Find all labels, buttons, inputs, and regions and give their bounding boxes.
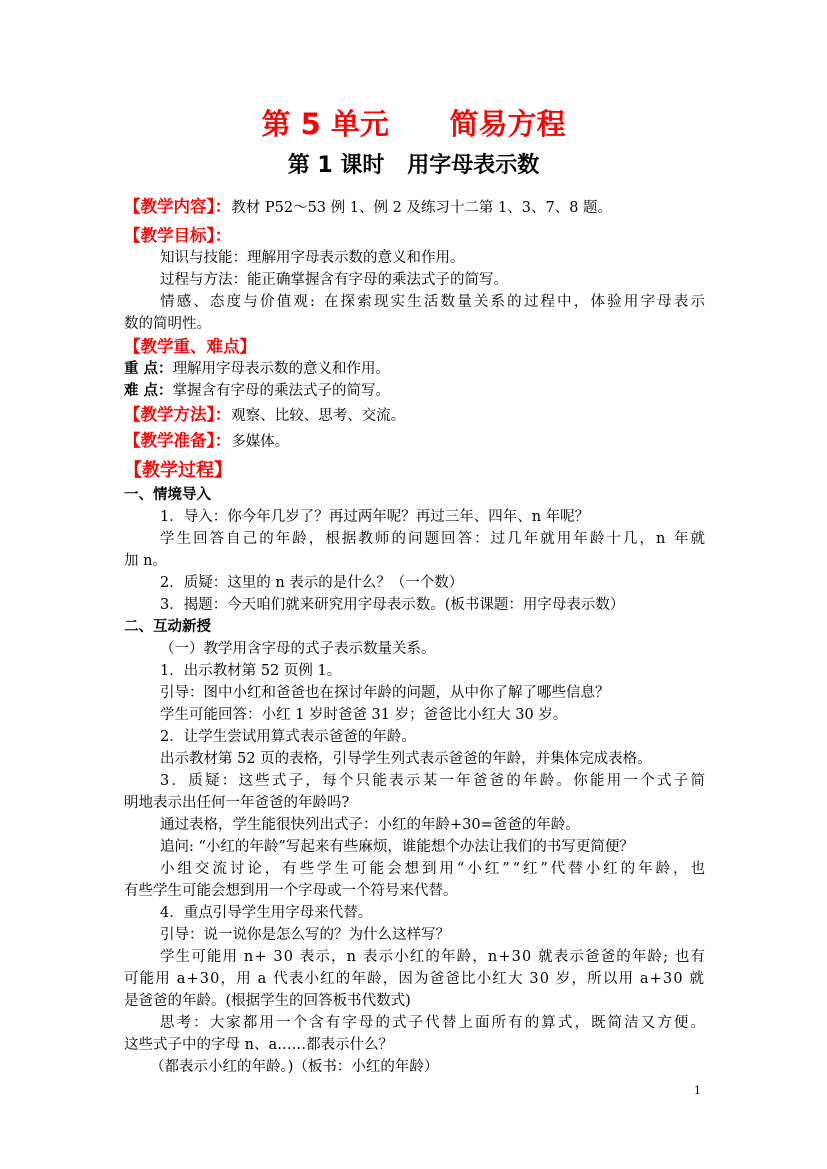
methods-text: 观察、比较、思考、交流。 bbox=[231, 408, 406, 424]
objectives-label: 【教学目标】： bbox=[124, 226, 232, 245]
objective-emotion-cont: 数的简明性。 bbox=[124, 316, 211, 332]
part2-line-7-cont: 明地表示出任何一年爸爸的年龄吗? bbox=[124, 795, 350, 811]
keypoints-label: 【教学重、难点】 bbox=[124, 337, 256, 356]
prep-label: 【教学准备】： bbox=[124, 431, 232, 450]
part2-line-14-cont: 这些式子中的字母 n、a……都表示什么？ bbox=[124, 1037, 394, 1053]
part2-line-1: （一）教学用含字母的式子表示数量关系。 bbox=[160, 641, 436, 657]
hard-point-text: 掌握含有字母的乘法式子的简写。 bbox=[172, 383, 391, 399]
part2-line-13-cont-text: 可能用 a+30，用 a 代表小红的年龄，因为爸爸比小红大 30 岁，所以用 a+30 就 bbox=[124, 971, 706, 987]
part1-line-2-cont: 加 n。 bbox=[124, 553, 167, 569]
methods-row bbox=[124, 404, 704, 427]
part2-line-14 bbox=[160, 1012, 708, 1034]
part1-line-2-text: 学生回答自己的年龄，根据教师的问题回答：过几年就用年龄十几，n 年就 bbox=[160, 531, 708, 547]
part2-line-9: 追问: “小红的年龄”写起来有些麻烦，谁能想个办法让我们的书写更简便？ bbox=[160, 839, 634, 855]
key-point-row bbox=[124, 358, 704, 380]
prep-row bbox=[124, 430, 704, 453]
lesson-title: 第 1 课时 用字母表示数 bbox=[287, 153, 540, 178]
methods-label: 【教学方法】： bbox=[124, 405, 232, 424]
content-row bbox=[124, 196, 704, 219]
content-text: 教材 P52～53 例 1、例 2 及练习十二第 1、3、7、8 题。 bbox=[231, 200, 613, 216]
objectives-row bbox=[124, 225, 704, 248]
part2-line-10-text: 小组交流讨论，有些学生可能会想到用“小红”“红”代替小红的年龄，也 bbox=[160, 861, 708, 877]
part1-line-4: 3．揭题：今天咱们就来研究用字母表示数。(板书课题：用字母表示数） bbox=[160, 597, 625, 613]
part2-line-13-end: 是爸爸的年龄。(根据学生的回答板书代数式) bbox=[124, 993, 411, 1009]
process-label: 【教学过程】 bbox=[124, 460, 232, 481]
part1-heading: 一、情境导入 bbox=[124, 487, 211, 503]
part2-line-10-cont: 有些学生可能会想到用一个字母或一个符号来代替。 bbox=[124, 883, 458, 899]
part2-line-5: 2．让学生尝试用算式表示爸爸的年龄。 bbox=[160, 729, 416, 745]
part2-line-12: 引导：说一说你是怎么写的？为什么这样写？ bbox=[160, 927, 450, 943]
part2-line-7 bbox=[160, 770, 708, 792]
part2-line-10 bbox=[160, 858, 708, 880]
part2-line-8: 通过表格，学生能很快列出式子：小红的年龄+30=爸爸的年龄。 bbox=[160, 817, 580, 833]
part2-line-13-cont bbox=[124, 968, 704, 990]
key-point-text: 理解用字母表示数的意义和作用。 bbox=[172, 361, 391, 377]
part2-line-7-text: 3．质疑：这些式子，每个只能表示某一年爸爸的年龄。你能用一个式子简 bbox=[160, 773, 708, 789]
part2-line-15: （都表示小红的年龄。)（板书：小红的年龄） bbox=[150, 1059, 439, 1075]
part1-line-2 bbox=[160, 528, 708, 550]
part2-line-13-text: 学生可能用 n+ 30 表示，n 表示小红的年龄，n+30 就表示爸爸的年龄; 也有 bbox=[160, 949, 707, 965]
part2-line-6: 出示教材第 52 页的表格，引导学生列式表示爸爸的年龄，并集体完成表格。 bbox=[160, 751, 652, 767]
objective-knowledge: 知识与技能：理解用字母表示数的意义和作用。 bbox=[160, 250, 465, 266]
content-label: 【教学内容】： bbox=[124, 197, 232, 216]
hard-point-row bbox=[124, 380, 704, 402]
part2-line-4: 学生可能回答：小红 1 岁时爸爸 31 岁；爸爸比小红大 30 岁。 bbox=[160, 707, 568, 723]
part2-line-11: 4．重点引导学生用字母来代替。 bbox=[160, 905, 373, 921]
part2-heading: 二、互动新授 bbox=[124, 619, 211, 635]
objective-emotion-text: 情感、态度与价值观: 在探索现实生活数量关系的过程中，体验用字母表示 bbox=[160, 294, 708, 310]
part1-line-1: 1．导入：你今年几岁了？再过两年呢？再过三年、四年、n 年呢？ bbox=[160, 509, 590, 525]
part1-line-3: 2．质疑：这里的 n 表示的是什么？（一个数） bbox=[160, 575, 464, 591]
part2-line-3: 引导：图中小红和爸爸也在探讨年龄的问题，从中你了解了哪些信息？ bbox=[160, 685, 610, 701]
hard-point-label: 难 点： bbox=[124, 383, 173, 399]
part2-line-2: 1．出示教材第 52 页例 1。 bbox=[160, 663, 342, 679]
unit-title: 第 5 单元 简易方程 bbox=[261, 107, 566, 141]
prep-text: 多媒体。 bbox=[231, 434, 290, 450]
objective-process: 过程与方法：能正确掌握含有字母的乘法式子的简写。 bbox=[160, 272, 508, 288]
key-point-label: 重 点： bbox=[124, 361, 173, 377]
page-number: 1 bbox=[694, 1084, 701, 1097]
part2-line-13 bbox=[160, 946, 705, 968]
part2-line-14-text: 思考：大家都用一个含有字母的式子代替上面所有的算式，既简洁又方便。 bbox=[160, 1015, 708, 1031]
keypoints-row bbox=[124, 336, 704, 359]
process-row bbox=[124, 460, 704, 483]
objective-emotion bbox=[160, 291, 708, 313]
